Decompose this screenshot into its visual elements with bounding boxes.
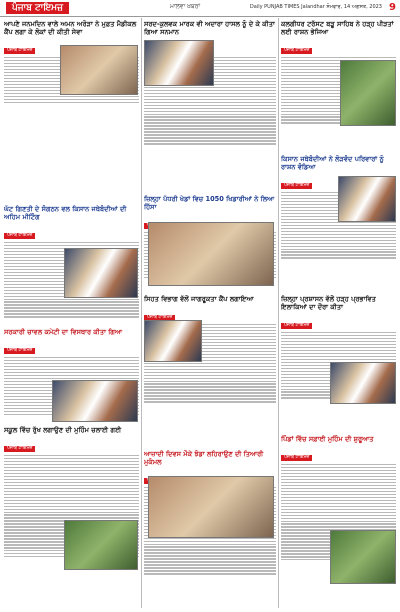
publication-info: Daily PUNJAB TIMES Jalandhar ਸੋਮਵਾਰ, 14 ਅਗਸਤ, 2023 (249, 4, 382, 10)
article-headline: ਸਰਦ-ਕੁਲਵਕ ਮਾਰਕ ਵੀ ਅਦਾਰਾ ਹਾਸਲ ਨੂੰ ਦੇ ਕੇ ਕੀਤਾ ਗਿਆ ਸਨਮਾਨ (144, 20, 275, 36)
byline-tag: ਪੰਜਾਬ ਟਾਇਮਜ਼ (4, 233, 35, 239)
section-name: ਮਾਲਵਾ ਖ਼ਬਰਾਂ (170, 3, 201, 10)
byline-tag: ਪੰਜਾਬ ਟਾਇਮਜ਼ (281, 48, 312, 54)
article-headline: ਜ਼ਿਲ੍ਹਾ ਪੱਧਰੀ ਖੇਡਾਂ ਵਿਚ 1050 ਖਿਡਾਰੀਆਂ ਨੇ ਲਿਆ ਹਿੱਸਾ (144, 195, 275, 211)
page-number: 9 (389, 2, 396, 13)
article-headline: ਪਿੰਡਾਂ ਵਿੱਚ ਸਫ਼ਾਈ ਮੁਹਿੰਮ ਦੀ ਸ਼ੁਰੂਆਤ (281, 435, 374, 443)
byline-tag: ਪੰਜਾਬ ਟਾਇਮਜ਼ (4, 348, 35, 354)
news-photo (64, 520, 138, 570)
article-school-trees (4, 426, 139, 606)
news-photo (330, 362, 396, 404)
article-headline: ਆਜ਼ਾਦੀ ਦਿਵਸ ਮੌਕੇ ਝੰਡਾ ਲਹਿਰਾਉਣ ਦੀ ਤਿਆਰੀ ਮੁਕੰਮਲ (144, 450, 264, 466)
masthead (0, 0, 400, 17)
article-headline: ਘੱਟ ਗਿਣਤੀ ਦੇ ਸੰਗਠਨ ਵਲ ਕਿਸਾਨ ਜਥੇਬੰਦੀਆਂ ਦੀ ਅਹਿਮ ਮੀਟਿੰਗ (4, 205, 127, 221)
article-headline: ਸਕੂਲ ਵਿੱਚ ਰੁੱਖ ਲਗਾਉਣ ਦੀ ਮੁਹਿੰਮ ਚਲਾਈ ਗਈ (4, 426, 122, 434)
byline-tag: ਪੰਜਾਬ ਟਾਇਮਜ਼ (144, 315, 175, 321)
article-headline: ਕਿਸਾਨ ਜਥੇਬੰਦੀਆਂ ਨੇ ਲੋੜਵੰਦ ਪਰਿਵਾਰਾਂ ਨੂੰ ਰਾਸ਼ਨ ਵੰਡਿਆ (281, 155, 384, 171)
news-photo (144, 40, 214, 86)
news-photo (338, 176, 396, 222)
news-photo (64, 248, 138, 298)
article-headline: ਸਰਕਾਰੀ ਚਾਵਲ ਕਮੇਟੀ ਦਾ ਵਿਸਥਾਰ ਕੀਤਾ ਗਿਆ (4, 328, 123, 336)
article-headline: ਸਿਹਤ ਵਿਭਾਗ ਵੱਲੋਂ ਜਾਗਰੂਕਤਾ ਕੈਂਪ ਲਗਾਇਆ (144, 295, 254, 303)
byline-tag: ਪੰਜਾਬ ਟਾਇਮਜ਼ (281, 323, 312, 329)
article-headline: ਕਲਗੀਧਰ ਟਰੱਸਟ ਬੜੂ ਸਾਹਿਬ ਨੇ ਹੜ੍ਹ ਪੀੜਤਾਂ ਲਈ ਰਾਸ਼ਨ ਭੇਜਿਆ (281, 20, 394, 36)
article-headline: ਆਪਣੇ ਜਨਮਦਿਨ ਵਾਲੇ ਅਮਨ ਅਰੋੜਾ ਨੇ ਮੁਫ਼ਤ ਮੈਡੀਕਲ ਕੈਂਪ ਲਗਾ ਕੇ ਲੋਕਾਂ ਦੀ ਕੀਤੀ ਸੇਵਾ (4, 20, 137, 36)
news-photo (144, 320, 202, 362)
news-photo (52, 380, 138, 422)
news-photo (330, 530, 396, 584)
article-headline: ਜ਼ਿਲ੍ਹਾ ਪ੍ਰਸ਼ਾਸਨ ਵੱਲੋਂ ਹੜ੍ਹ ਪ੍ਰਭਾਵਿਤ ਇਲਾਕਿਆਂ ਦਾ ਦੌਰਾ ਕੀਤਾ (281, 295, 376, 311)
news-photo (148, 222, 274, 286)
byline-tag: ਪੰਜਾਬ ਟਾਇਮਜ਼ (4, 48, 35, 54)
byline-tag: ਪੰਜਾਬ ਟਾਇਮਜ਼ (281, 455, 312, 461)
article-health-camp (144, 295, 276, 445)
news-photo (148, 476, 274, 538)
byline-tag: ਪੰਜਾਬ ਟਾਇਮਜ਼ (281, 183, 312, 189)
news-photo (340, 60, 396, 126)
newspaper-logo: ਪੰਜਾਬ ਟਾਇਮਜ਼ (6, 2, 69, 14)
column-rule (141, 18, 142, 608)
column-rule (278, 18, 279, 608)
news-photo (60, 45, 138, 95)
byline-tag: ਪੰਜਾਬ ਟਾਇਮਜ਼ (4, 446, 35, 452)
